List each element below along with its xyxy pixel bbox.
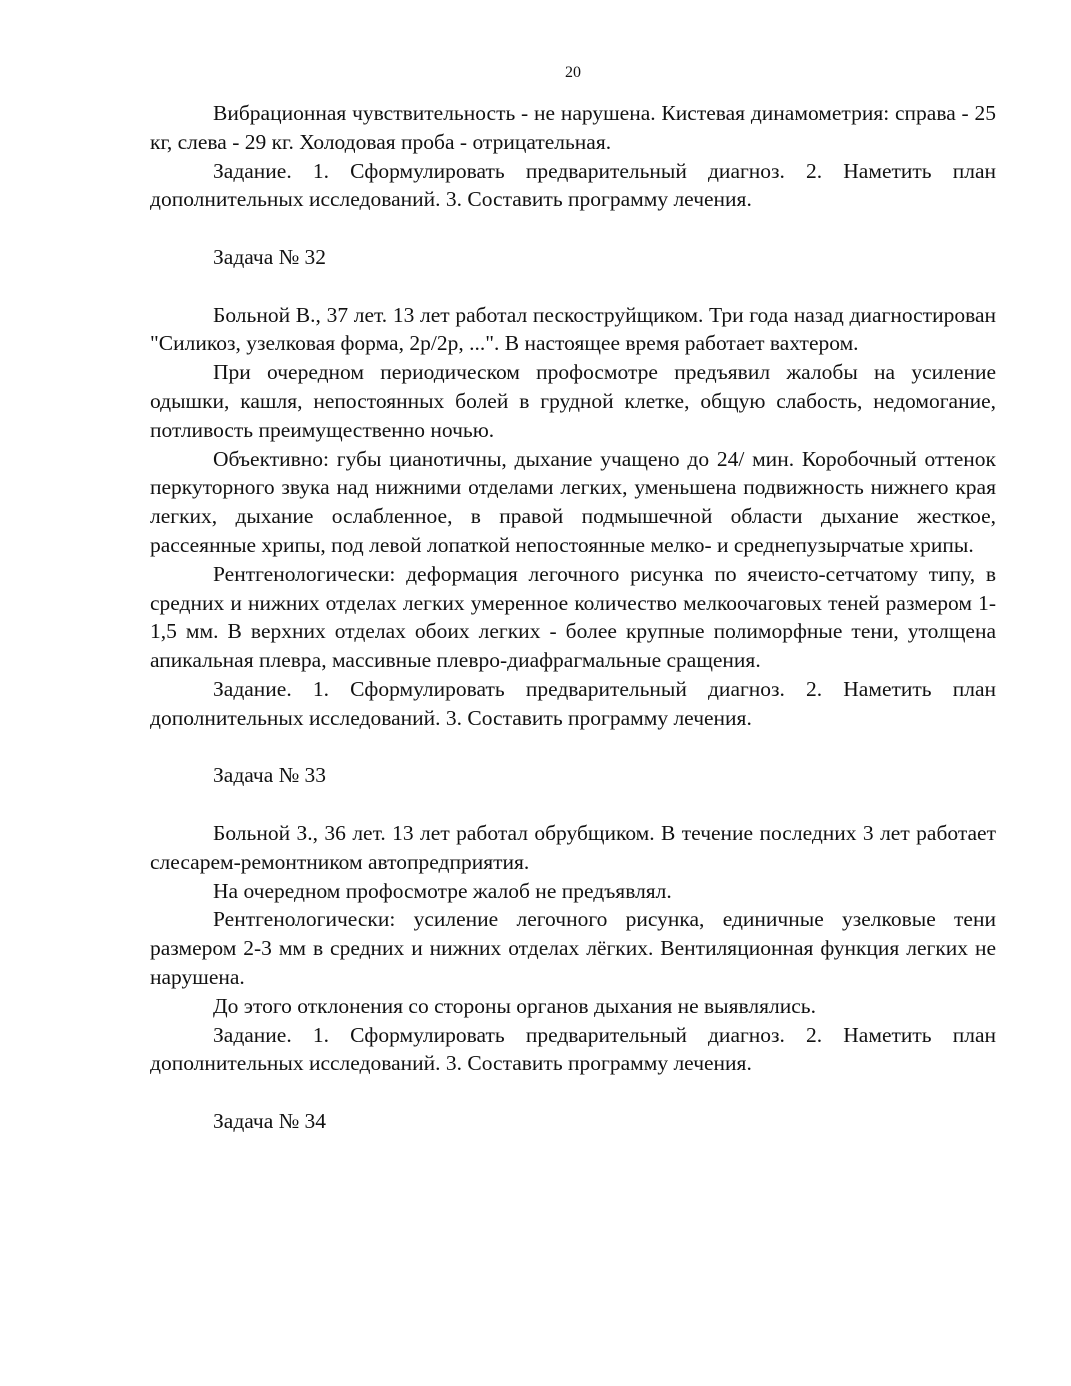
document-body xyxy=(150,99,996,1164)
paragraph-prior-findings: До этого отклонения со стороны органов дыхания не выявлялись. xyxy=(213,993,816,1018)
paragraph-vibration: Вибрационная чувствительность - не нарушена. Кистевая динамометрия: справа - 25 кг, слева - 29 кг. Холодовая проба - отрицательная. xyxy=(150,101,996,154)
task-heading-33: Задача № 33 xyxy=(213,763,327,788)
task-heading-34: Задача № 34 xyxy=(213,1108,327,1133)
paragraph-objective-exam: Объективно: губы цианотичны, дыхание учащено до 24/ мин. Коробочный оттенок перкуторного звука над нижними отделами легких, уменьшена подвижность нижнего края легких, дыхание ослабленное, в правой подмышечной области дыхание жесткое, рассеянные хрипы, под левой лопаткой непостоянные мелко- и среднепузырчатые хрипы. xyxy=(150,446,996,557)
paragraph-patient-history: Больной В., 37 лет. 13 лет работал пескоструйщиком. Три года назад диагностирован "Силикоз, узелковая форма, 2р/2р, ...". В настоящее время работает вахтером. xyxy=(150,302,996,356)
paragraph-radiology: Рентгенологически: деформация легочного рисунка по ячеисто-сетчатому типу, в средних и нижних отделах легких умеренное количество мелкоочаговых теней размером 1-1,5 мм. В верхних отделах обоих легких - более крупные полиморфные тени, утолщена апикальная плевра, массивные плевро-диафрагмальные сращения. xyxy=(150,561,996,673)
paragraph-patient-history: Больной З., 36 лет. 13 лет работал обрубщиком. В течение последних 3 лет работает слесарем-ремонтником автопредприятия. xyxy=(150,820,996,874)
task-heading-32: Задача № 32 xyxy=(213,244,327,269)
paragraph-complaints: На очередном профосмотре жалоб не предъявлял. xyxy=(213,878,672,903)
paragraph-radiology: Рентгенологически: усиление легочного рисунка, единичные узелковые тени размером 2-3 мм в средних и нижних отделах лёгких. Вентиляционная функция легких не нарушена. xyxy=(150,907,996,989)
paragraph-task-assignment: Задание. 1. Сформулировать предварительный диагноз. 2. Наметить план дополнительных исследований. 3. Составить программу лечения. xyxy=(150,158,996,212)
paragraph-complaints: При очередном периодическом профосмотре предъявил жалобы на усиление одышки, кашля, непостоянных болей в грудной клетке, общую слабость, недомогание, потливость преимущественно ночью. xyxy=(150,360,996,442)
page-number: 20 xyxy=(565,64,581,81)
paragraph-task-assignment: Задание. 1. Сформулировать предварительный диагноз. 2. Наметить план дополнительных исследований. 3. Составить программу лечения. xyxy=(150,1022,996,1076)
paragraph-task-assignment: Задание. 1. Сформулировать предварительный диагноз. 2. Наметить план дополнительных исследований. 3. Составить программу лечения. xyxy=(150,676,996,730)
